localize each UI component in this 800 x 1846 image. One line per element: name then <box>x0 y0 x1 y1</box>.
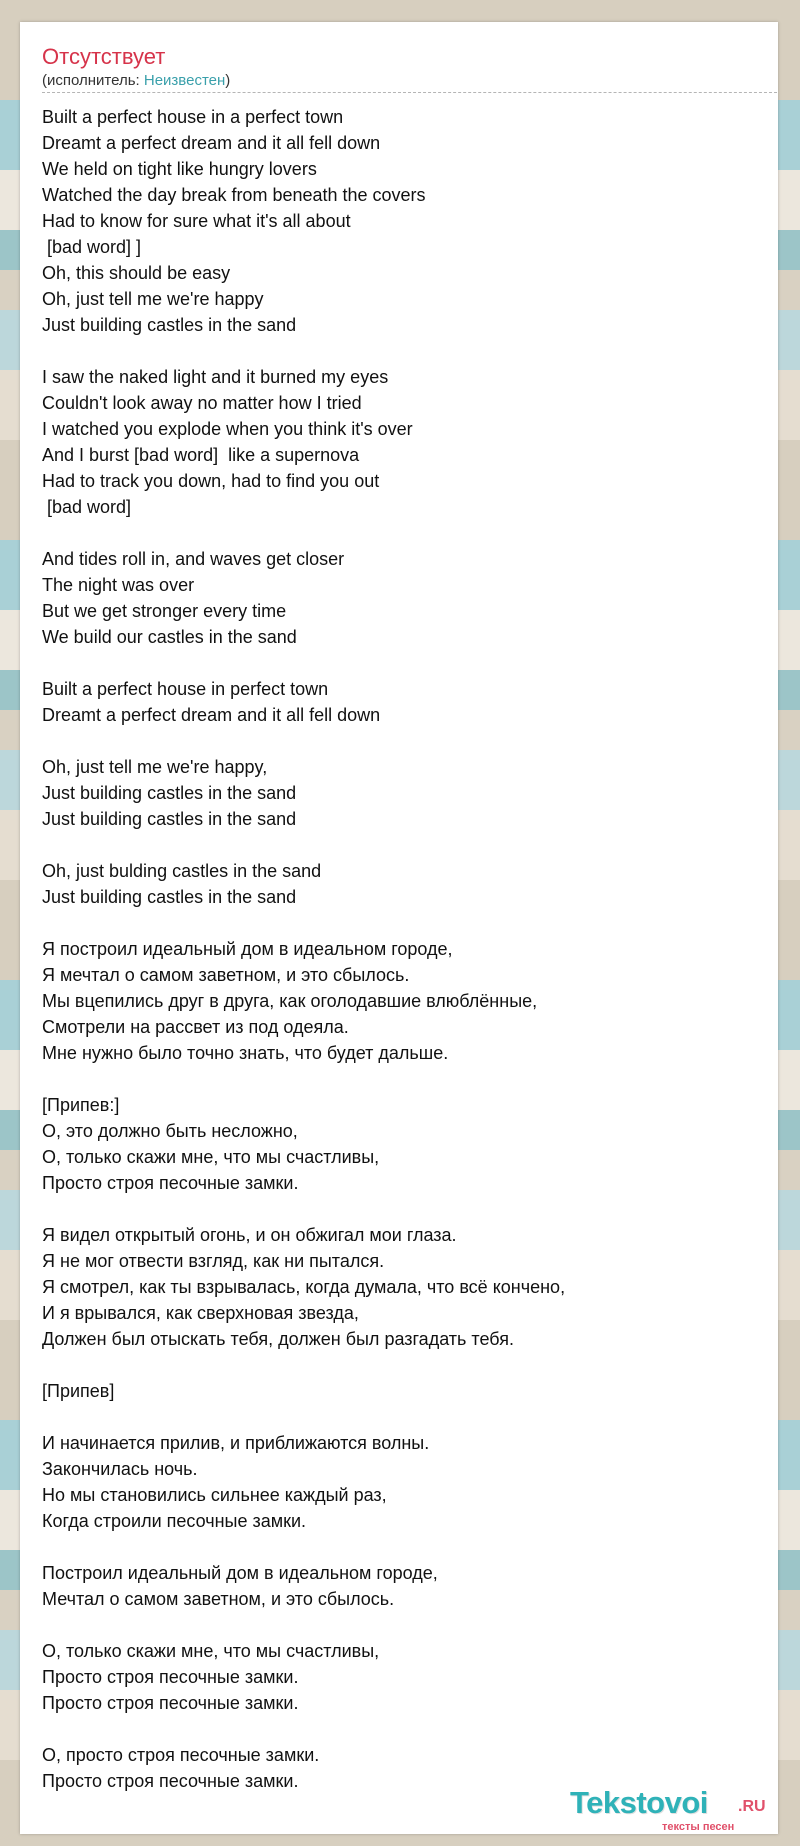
lyric-line: Couldn't look away no matter how I tried <box>42 393 362 413</box>
lyrics-text <box>42 104 772 1794</box>
artist-prefix: (исполнитель: <box>42 72 144 89</box>
lyric-line: О, это должно быть несложно, <box>42 1121 298 1141</box>
title-divider <box>42 92 777 93</box>
lyric-line <box>42 520 772 546</box>
song-title: Отсутствует <box>42 44 166 69</box>
site-logo[interactable] <box>570 1786 790 1836</box>
lyric-line: О, только скажи мне, что мы счастливы, <box>42 1147 380 1167</box>
lyric-line: Had to track you down, had to find you out <box>42 471 380 491</box>
lyric-line: И я врывался, как сверхновая звезда, <box>42 1303 359 1323</box>
lyric-line: I watched you explode when you think it's over <box>42 419 413 439</box>
lyrics-card <box>20 22 778 1834</box>
lyric-line: Построил идеальный дом в идеальном городе, <box>42 1563 438 1583</box>
artist-suffix: ) <box>225 72 231 89</box>
lyric-line <box>42 1352 772 1378</box>
lyric-line <box>42 1612 772 1638</box>
lyric-line: But we get stronger every time <box>42 601 287 621</box>
lyric-line: We build our castles in the sand <box>42 627 297 647</box>
lyric-line: [Припев:] <box>42 1095 120 1115</box>
lyric-line: [bad word] ] <box>42 237 142 257</box>
lyric-line: Just building castles in the sand <box>42 809 297 829</box>
lyric-line <box>42 910 772 936</box>
lyric-line <box>42 728 772 754</box>
lyric-line <box>42 650 772 676</box>
lyric-line: Просто строя песочные замки. <box>42 1693 299 1713</box>
lyric-line <box>42 1716 772 1742</box>
lyric-line: Had to know for sure what it's all about <box>42 211 351 231</box>
lyric-line <box>42 1196 772 1222</box>
lyric-line <box>42 338 772 364</box>
lyric-line: Oh, just tell me we're happy <box>42 289 264 309</box>
lyric-line: Oh, just tell me we're happy, <box>42 757 268 777</box>
lyric-line: Dreamt a perfect dream and it all fell down <box>42 133 381 153</box>
lyric-line: Должен был отыскать тебя, должен был разгадать тебя. <box>42 1329 514 1349</box>
lyric-line: Просто строя песочные замки. <box>42 1771 299 1791</box>
lyric-line <box>42 1066 772 1092</box>
lyric-line: Just building castles in the sand <box>42 783 297 803</box>
lyric-line: And I burst [bad word] like a supernova <box>42 445 360 465</box>
lyric-line: Просто строя песочные замки. <box>42 1667 299 1687</box>
lyric-line: Закончилась ночь. <box>42 1459 198 1479</box>
lyric-line: We held on tight like hungry lovers <box>42 159 317 179</box>
lyric-line: Just building castles in the sand <box>42 315 297 335</box>
lyric-line: Oh, just bulding castles in the sand <box>42 861 322 881</box>
artist-line <box>42 72 230 90</box>
lyric-line: [bad word] <box>42 497 132 517</box>
lyric-line: Просто строя песочные замки. <box>42 1173 299 1193</box>
lyric-line: Я мечтал о самом заветном, и это сбылось. <box>42 965 410 985</box>
lyric-line: I saw the naked light and it burned my eyes <box>42 367 389 387</box>
lyric-line: Я видел открытый огонь, и он обжигал мои глаза. <box>42 1225 457 1245</box>
lyric-line: Мечтал о самом заветном, и это сбылось. <box>42 1589 395 1609</box>
lyric-line: О, просто строя песочные замки. <box>42 1745 320 1765</box>
lyric-line: The night was over <box>42 575 195 595</box>
lyric-line: Oh, this should be easy <box>42 263 231 283</box>
lyric-line <box>42 832 772 858</box>
lyric-line <box>42 1404 772 1430</box>
artist-link[interactable]: Неизвестен <box>143 72 226 89</box>
lyric-line: И начинается прилив, и приближаются волны. <box>42 1433 430 1453</box>
logo-tld: .RU <box>738 1798 766 1815</box>
lyric-line: [Припев] <box>42 1381 115 1401</box>
lyric-line: And tides roll in, and waves get closer <box>42 549 345 569</box>
lyric-line: Built a perfect house in perfect town <box>42 679 329 699</box>
lyric-line: Watched the day break from beneath the covers <box>42 185 426 205</box>
lyric-line: Когда строили песочные замки. <box>42 1511 307 1531</box>
lyric-line: Built a perfect house in a perfect town <box>42 107 344 127</box>
lyric-line: Мне нужно было точно знать, что будет дальше. <box>42 1043 449 1063</box>
lyric-line: Но мы становились сильнее каждый раз, <box>42 1485 387 1505</box>
lyric-line: Я построил идеальный дом в идеальном городе, <box>42 939 453 959</box>
lyric-line: Я смотрел, как ты взрывалась, когда думала, что всё кончено, <box>42 1277 566 1297</box>
lyric-line: Мы вцепились друг в друга, как оголодавшие влюблённые, <box>42 991 538 1011</box>
lyric-line: О, только скажи мне, что мы счастливы, <box>42 1641 380 1661</box>
lyric-line: Just building castles in the sand <box>42 887 297 907</box>
lyric-line: Я не мог отвести взгляд, как ни пытался. <box>42 1251 385 1271</box>
lyric-line: Смотрели на рассвет из под одеяла. <box>42 1017 349 1037</box>
logo-name: Tekstovoi <box>570 1785 708 1820</box>
lyric-line: Dreamt a perfect dream and it all fell down <box>42 705 381 725</box>
lyric-line <box>42 1534 772 1560</box>
logo-tagline: тексты песен <box>662 1821 735 1833</box>
